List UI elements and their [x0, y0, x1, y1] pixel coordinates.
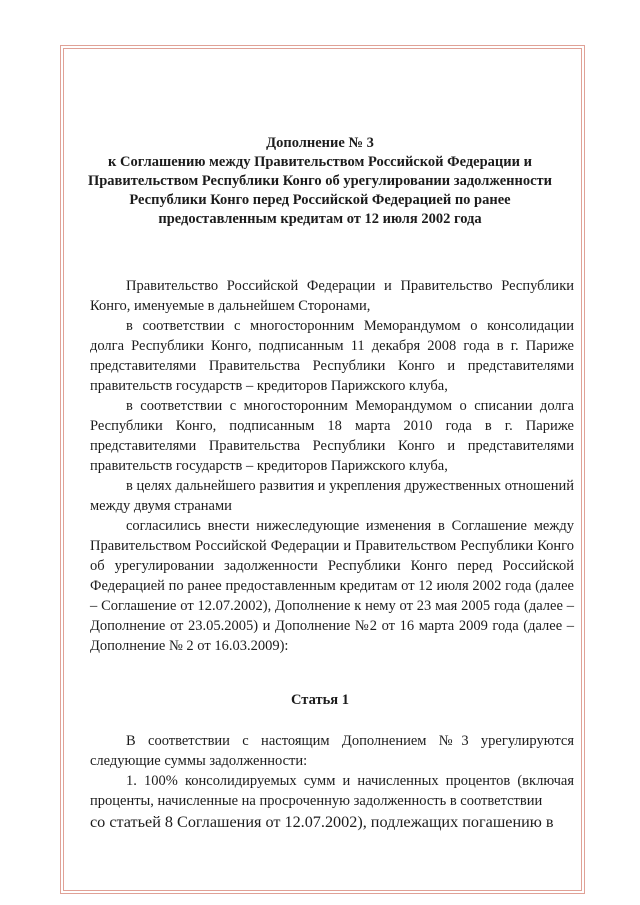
heading-line-2: к Соглашению между Правительством Российской Федерации и: [108, 154, 532, 170]
paragraph-memorandum-cancellation: в соответствии с многосторонним Меморандумом о списании долга Республики Конго, подписанным 18 марта 2010 года в г. Париже представителями Правительства Республики Конго и представителями правительств государств – кредиторов Парижского клуба,: [90, 398, 574, 474]
article-1-item-1-continued: со статьей 8 Соглашения от 12.07.2002), подлежащих погашению в: [90, 813, 554, 831]
article-1-paragraph-intro: В соответствии с настоящим Дополнением №3 урегулируются следующие суммы задолженности:: [90, 733, 574, 769]
paragraph-memorandum-consolidation: в соответствии с многосторонним Меморандумом о консолидации долга Республики Конго, подписанным 11 декабря 2008 года в г. Париже представителями Правительства Республики Конго и представителями правительств государств – кредиторов Парижского клуба,: [90, 318, 574, 394]
heading-line-5: предоставленным кредитам от 12 июля 2002 года: [158, 211, 482, 227]
paragraph-agreed-changes: согласились внести нижеследующие изменения в Соглашение между Правительством Российской Федерации и Правительством Республики Конго об урегулировании задолженности Республики Конго перед Российской Федерацией по ранее предоставленным кредитам от 12 июля 2002 года (далее – Соглашение от 12.07.2002), Дополнение к нему от 23 мая 2005 года (далее – Дополнение от 23.05.2005) и Дополнение №2 от 16 марта 2009 года (далее – Дополнение № 2 от 16.03.2009):: [90, 518, 574, 654]
paragraph-purpose: в целях дальнейшего развития и укрепления дружественных отношений между двумя странами: [90, 478, 574, 514]
heading-line-3: Правительством Республики Конго об урегулировании задолженности: [87, 173, 553, 189]
article-1-body: [90, 731, 574, 834]
heading-line-1: Дополнение № 3: [266, 135, 374, 151]
article-1-title: Статья 1: [291, 692, 349, 708]
preamble: [90, 276, 574, 656]
heading-line-4: Республики Конго перед Российской Федерацией по ранее: [129, 192, 511, 208]
article-1-item-1: 1. 100% консолидируемых сумм и начисленных процентов (включая проценты, начисленные на просроченную задолженность в соответствии: [90, 773, 574, 809]
paragraph-parties: Правительство Российской Федерации и Правительство Республики Конго, именуемые в дальнейшем Сторонами,: [90, 278, 574, 314]
document-heading: [80, 134, 560, 229]
